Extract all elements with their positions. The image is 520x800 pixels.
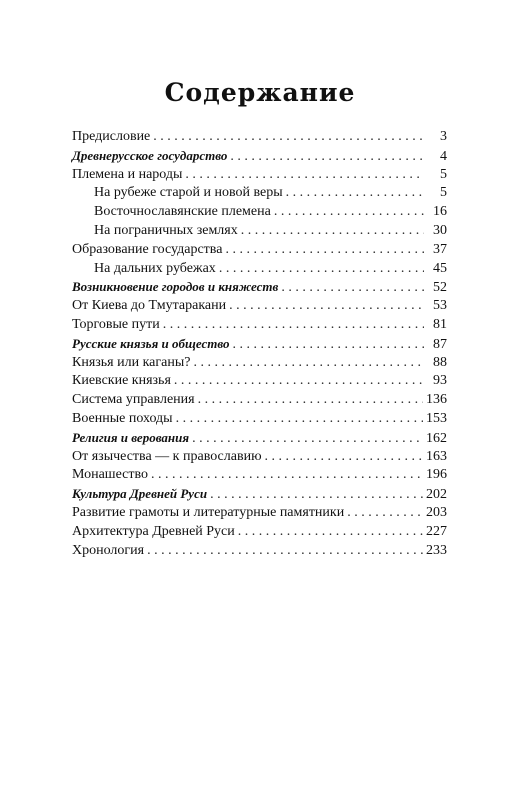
toc-entry — [72, 203, 447, 222]
toc-entry — [72, 354, 447, 373]
toc-dot-leader — [225, 241, 424, 260]
toc-entry-page-number: 153 — [426, 410, 447, 426]
toc-dot-leader — [198, 391, 423, 410]
toc-entry — [72, 410, 447, 429]
toc-entry-page-number: 16 — [433, 204, 447, 220]
toc-entry-page-number: 45 — [433, 260, 447, 276]
toc-entry-label: Монашество — [72, 467, 148, 483]
toc-entry-label: На рубеже старой и новой веры — [94, 185, 283, 201]
toc-section-entry — [72, 429, 447, 448]
toc-dot-leader — [151, 466, 423, 485]
toc-entry — [72, 297, 447, 316]
toc-entry — [72, 523, 447, 542]
toc-entry-label: Архитектура Древней Руси — [72, 523, 235, 539]
toc-entry-page-number: 81 — [433, 316, 447, 332]
toc-dot-leader — [193, 354, 424, 373]
toc-dot-leader — [286, 184, 424, 203]
toc-entry — [72, 542, 447, 561]
toc-entry — [72, 504, 447, 523]
toc-section-entry — [72, 335, 447, 354]
toc-entry-label: Русские князья и общество — [72, 335, 230, 351]
toc-entry-label: На дальних рубежах — [94, 260, 216, 276]
toc-dot-leader — [238, 523, 423, 542]
toc-entry-page-number: 162 — [426, 430, 447, 446]
toc-entry-label: Система управления — [72, 392, 195, 408]
toc-entry-label: Образование государства — [72, 241, 223, 257]
toc-entry — [72, 260, 447, 279]
toc-dot-leader — [185, 166, 424, 185]
toc-entry-label: Развитие грамоты и литературные памятники — [72, 504, 345, 520]
toc-dot-leader — [147, 542, 423, 561]
toc-entry-label: Древнерусское государство — [72, 147, 228, 163]
toc-entry-page-number: 30 — [433, 222, 447, 238]
toc-dot-leader — [281, 279, 424, 298]
toc-entry — [72, 128, 447, 147]
toc-entry-label: От язычества — к православию — [72, 448, 262, 464]
toc-dot-leader — [192, 430, 423, 449]
toc-dot-leader — [241, 222, 424, 241]
toc-dot-leader — [265, 448, 423, 467]
toc-entry-page-number: 196 — [426, 467, 447, 483]
toc-entry-page-number: 5 — [440, 166, 447, 182]
toc-entry-page-number: 5 — [440, 185, 447, 201]
toc-entry-label: Военные походы — [72, 410, 173, 426]
toc-dot-leader — [163, 316, 424, 335]
table-of-contents — [72, 128, 447, 560]
toc-entry-page-number: 163 — [426, 448, 447, 464]
toc-entry — [72, 448, 447, 467]
toc-entry-page-number: 233 — [426, 542, 447, 558]
toc-entry-label: Киевские князья — [72, 373, 171, 389]
toc-entry-page-number: 52 — [433, 280, 447, 296]
toc-entry-label: Торговые пути — [72, 316, 160, 332]
toc-entry-label: Религия и верования — [72, 429, 190, 445]
toc-entry — [72, 166, 447, 185]
toc-dot-leader — [274, 203, 424, 222]
toc-entry-label: Восточнославянские племена — [94, 204, 271, 220]
toc-entry-label: Князья или каганы? — [72, 354, 191, 370]
toc-entry-page-number: 203 — [426, 504, 447, 520]
toc-section-entry — [72, 278, 447, 297]
toc-entry — [72, 184, 447, 203]
toc-dot-leader — [210, 486, 423, 505]
toc-entry-page-number: 37 — [433, 241, 447, 257]
toc-section-entry — [72, 147, 447, 166]
toc-entry-page-number: 202 — [426, 487, 447, 503]
toc-dot-leader — [347, 504, 423, 523]
toc-entry-page-number: 227 — [426, 523, 447, 539]
toc-section-entry — [72, 485, 447, 504]
toc-entry-label: Хронология — [72, 542, 145, 558]
toc-entry-label: На пограничных землях — [94, 222, 238, 238]
toc-dot-leader — [229, 297, 424, 316]
toc-dot-leader — [153, 128, 424, 147]
toc-entry-page-number: 88 — [433, 354, 447, 370]
toc-entry — [72, 466, 447, 485]
toc-entry-label: Культура Древней Руси — [72, 486, 208, 502]
toc-entry-page-number: 4 — [440, 148, 447, 164]
toc-entry — [72, 241, 447, 260]
toc-entry-page-number: 53 — [433, 298, 447, 314]
toc-entry-label: От Киева до Тмутаракани — [72, 298, 227, 314]
page-title: Содержание — [164, 78, 356, 107]
toc-entry-label: Племена и народы — [72, 166, 183, 182]
toc-entry-label: Возникновение городов и княжеств — [72, 279, 279, 295]
toc-entry — [72, 222, 447, 241]
toc-entry-page-number: 136 — [426, 392, 447, 408]
toc-entry-label: Предисловие — [72, 129, 151, 144]
toc-dot-leader — [219, 260, 424, 279]
toc-entry-page-number: 93 — [433, 373, 447, 389]
toc-entry-page-number: 87 — [433, 336, 447, 352]
toc-entry — [72, 316, 447, 335]
toc-dot-leader — [232, 336, 424, 355]
toc-entry — [72, 391, 447, 410]
toc-entry-page-number: 3 — [440, 129, 447, 144]
toc-entry — [72, 372, 447, 391]
toc-dot-leader — [230, 148, 424, 167]
toc-dot-leader — [174, 372, 424, 391]
toc-dot-leader — [176, 410, 423, 429]
